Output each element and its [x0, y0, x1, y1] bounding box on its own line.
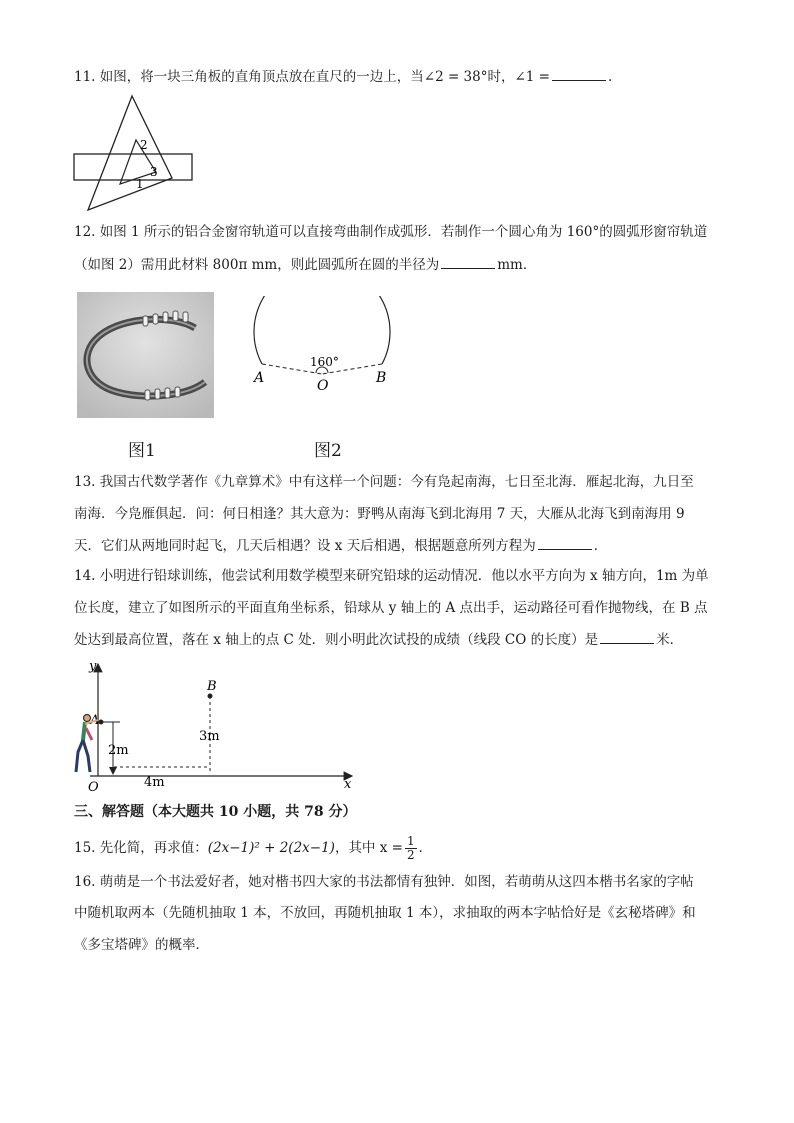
q14-line3 [74, 629, 683, 650]
arc [254, 296, 390, 364]
origin-label: O [88, 780, 99, 794]
b-height-label: 3m [199, 729, 220, 744]
q12-unit: mm． [497, 257, 537, 273]
angle-label-2: 2 [140, 138, 148, 152]
dist-label: 4m [144, 775, 165, 790]
ruler [74, 154, 192, 180]
x-axis-label: x [344, 777, 352, 792]
q11-end: . [608, 69, 613, 85]
figure1-caption: 图1 [128, 441, 156, 461]
q14-figure [70, 656, 370, 794]
q12-answer-blank[interactable] [441, 254, 495, 269]
point-a: A [254, 370, 265, 386]
q11-line [74, 66, 612, 87]
fraction-denominator: 2 [406, 848, 415, 862]
q13-answer-blank[interactable] [538, 535, 592, 550]
point-o: O [317, 378, 329, 394]
a-height-label: 2m [108, 743, 129, 758]
angle-label: 160° [310, 355, 339, 369]
q11-figure [70, 92, 210, 214]
q15-condition: ，其中 x = [334, 840, 403, 856]
section3-title: 三、解答题（本大题共 10 小题，共 78 分） [74, 804, 357, 820]
point-b: B [376, 370, 387, 386]
q12-arc-figure2 [250, 296, 400, 396]
q13-line1: 13. 我国古代数学著作《九章算术》中有这样一个问题：今有凫起南海，七日至北海．雁起北海，九日至 [74, 474, 694, 490]
q15-line [74, 834, 432, 862]
q16-line1: 16. 萌萌是一个书法爱好者，她对楷书四大家的书法都情有独钟．如图，若萌萌从这四本楷书名家的字帖 [74, 874, 694, 890]
angle-label-3: 3 [150, 165, 158, 179]
point-a-label: A [90, 713, 100, 728]
q12-line2 [74, 254, 536, 275]
q14-unit: 米． [656, 632, 684, 648]
q11-text: 11. 如图，将一块三角板的直角顶点放在直尺的一边上，当∠2 = 38°时，∠1 = [74, 69, 550, 85]
angle-label-1: 1 [136, 177, 144, 191]
q15-expression: (2x−1)² + 2(2x−1) [207, 840, 335, 856]
q15-text: 15. 先化简，再求值： [74, 840, 208, 856]
q13-line2: 南海．今凫雁俱起．问：何日相逢？其大意为：野鸭从南海飞到北海用 7 天，大雁从北海飞到南海用 9 [74, 506, 685, 522]
q15-fraction [405, 835, 417, 862]
q13-text: 天．它们从两地同时起飞，几天后相遇？设 x 天后相遇，根据题意所列方程为 [74, 538, 536, 554]
triangle-outer [88, 96, 172, 210]
q14-text: 处达到最高位置，落在 x 轴上的点 C 处．则小明此次试投的成绩（线段 CO 的长度）是 [74, 632, 599, 648]
q11-answer-blank[interactable] [552, 66, 606, 81]
point-b-label: B [207, 679, 217, 694]
fraction-numerator: 1 [406, 834, 415, 848]
q14-answer-blank[interactable] [600, 629, 654, 644]
figure2-caption: 图2 [314, 441, 342, 461]
q12-line1: 12. 如图 1 所示的铝合金窗帘轨道可以直接弯曲制作成弧形．若制作一个圆心角为 160°的圆弧形窗帘轨道 [74, 224, 708, 240]
q12-text: （如图 2）需用此材料 800π mm，则此圆弧所在圆的半径为 [74, 257, 440, 273]
q14-line1: 14. 小明进行铅球训练，他尝试利用数学模型来研究铅球的运动情况．他以水平方向为 x 轴方向，1m 为单 [74, 568, 709, 584]
q13-end: ． [593, 538, 608, 554]
q12-photo-figure1 [77, 292, 214, 418]
q16-line3: 《多宝塔碑》的概率． [74, 937, 209, 953]
q14-line2: 位长度，建立了如图所示的平面直角坐标系，铅球从 y 轴上的 A 点出手，运动路径可看作抛物线，在 B 点 [74, 600, 708, 616]
q13-line3 [74, 535, 607, 556]
q16-line2: 中随机取两本（先随机抽取 1 本，不放回，再随机抽取 1 本），求抽取的两本字帖恰好是《玄秘塔碑》和 [74, 905, 696, 921]
y-axis-label: y [89, 659, 97, 674]
q15-end: ． [418, 840, 433, 856]
